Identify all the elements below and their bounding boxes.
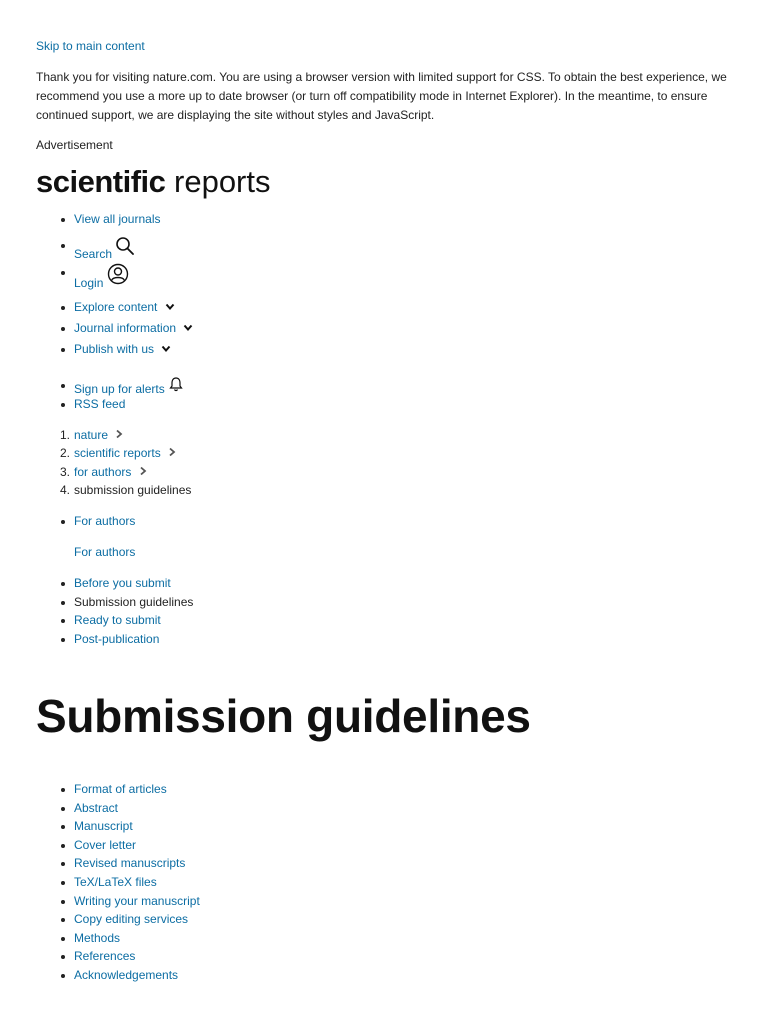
top-nav-item [36, 236, 161, 261]
breadcrumb-current: submission guidelines [74, 482, 192, 497]
toc-item [36, 817, 200, 836]
toc-item [36, 799, 200, 818]
section-nav [36, 574, 193, 648]
before-you-submit-link[interactable]: Before you submit [74, 576, 171, 590]
ready-to-submit-link[interactable]: Ready to submit [74, 613, 161, 628]
logo-bold-text: scientific [36, 164, 166, 199]
toc-link-references[interactable]: References [74, 949, 136, 964]
toc-item [36, 929, 200, 948]
top-nav [36, 210, 161, 290]
sign-up-alerts-label: Sign up for alerts [74, 382, 165, 396]
section-nav-item [36, 574, 193, 593]
logo-light-text: reports [174, 164, 271, 199]
alerts-nav-item [36, 376, 184, 395]
chevron-right-icon [139, 466, 147, 476]
login-link-label: Login [74, 276, 104, 290]
breadcrumb-scientific-reports-link[interactable]: scientific reports [74, 446, 161, 461]
search-icon [115, 236, 135, 256]
advertisement-label: Advertisement [36, 138, 113, 152]
alerts-nav-item [36, 395, 184, 414]
section-nav-item [36, 593, 193, 612]
breadcrumb-nature-link[interactable]: nature [74, 428, 109, 442]
toc-item [36, 873, 200, 892]
table-of-contents [36, 780, 200, 985]
user-icon [107, 263, 129, 285]
main-nav-item [36, 298, 193, 317]
breadcrumb-item: 3. for authors [36, 463, 191, 481]
toc-item [36, 947, 200, 966]
skip-to-main-link[interactable]: Skip to main content [36, 39, 145, 53]
toc-link-tex-latex-files[interactable]: TeX/LaTeX files [74, 874, 157, 889]
top-nav-item [36, 210, 161, 228]
search-link[interactable] [74, 247, 135, 261]
alerts-nav [36, 376, 184, 414]
main-nav-item [36, 340, 193, 359]
for-authors-sublink[interactable]: For authors [74, 545, 136, 559]
login-link[interactable] [74, 276, 129, 290]
toc-item [36, 836, 200, 855]
explore-content-menu[interactable] [74, 300, 175, 314]
view-all-journals-link[interactable]: View all journals [74, 212, 161, 226]
toc-link-methods[interactable]: Methods [74, 930, 121, 945]
chevron-down-icon [161, 345, 171, 353]
explore-content-label: Explore content [74, 300, 158, 314]
toc-item [36, 854, 200, 873]
sign-up-alerts-link[interactable] [74, 382, 184, 396]
toc-item [36, 910, 200, 929]
breadcrumb-item: 1. nature [36, 426, 191, 444]
top-nav-item [36, 263, 161, 290]
for-authors-nav [36, 512, 135, 531]
section-nav-item [36, 611, 193, 630]
toc-link-acknowledgements[interactable]: Acknowledgements [74, 967, 179, 982]
breadcrumb [36, 426, 191, 499]
journal-information-menu[interactable] [74, 321, 193, 335]
breadcrumb-item: 4. submission guidelines [60, 482, 192, 497]
publish-with-us-menu[interactable] [74, 342, 171, 356]
chevron-down-icon [165, 303, 175, 311]
toc-item [36, 892, 200, 911]
toc-link-copy-editing-services[interactable]: Copy editing services [74, 912, 189, 927]
bell-icon [168, 376, 184, 392]
browser-notice: Thank you for visiting nature.com. You are using a browser version with limited support for CSS. To obtain the best experience, we recommend you use a more up to date browser (or turn off compatibility mode in Internet Explorer). In the meantime, to ensure continued support, we are displaying the site without styles and JavaScript. [36, 70, 727, 122]
scientific-reports-logo[interactable] [36, 162, 271, 202]
toc-item [36, 966, 200, 985]
section-nav-item [36, 630, 193, 649]
toc-link-cover-letter[interactable]: Cover letter [74, 837, 137, 852]
chevron-down-icon [183, 324, 193, 332]
publish-with-us-label: Publish with us [74, 342, 155, 357]
for-authors-item [36, 512, 135, 531]
page-title: Submission guidelines [36, 690, 531, 742]
breadcrumb-item: 2. scientific reports [36, 444, 191, 462]
rss-feed-link[interactable]: RSS feed [74, 397, 126, 411]
toc-link-abstract[interactable]: Abstract [74, 800, 119, 815]
journal-information-label: Journal information [74, 321, 177, 336]
search-link-label: Search [74, 247, 113, 261]
toc-link-revised-manuscripts[interactable]: Revised manuscripts [74, 856, 186, 871]
breadcrumb-for-authors-link[interactable]: for authors [74, 464, 132, 479]
toc-link-format-of-articles[interactable]: Format of articles [74, 782, 167, 796]
toc-link-writing-your-manuscript[interactable]: Writing your manuscript [74, 893, 200, 908]
chevron-right-icon [168, 447, 176, 457]
main-nav-item [36, 319, 193, 338]
toc-item [36, 780, 200, 799]
toc-link-manuscript[interactable]: Manuscript [74, 819, 133, 834]
for-authors-link[interactable]: For authors [74, 514, 136, 528]
post-publication-link[interactable]: Post-publication [74, 631, 160, 646]
main-nav [36, 298, 193, 359]
submission-guidelines-current: Submission guidelines [74, 594, 194, 609]
chevron-right-icon [115, 429, 123, 439]
